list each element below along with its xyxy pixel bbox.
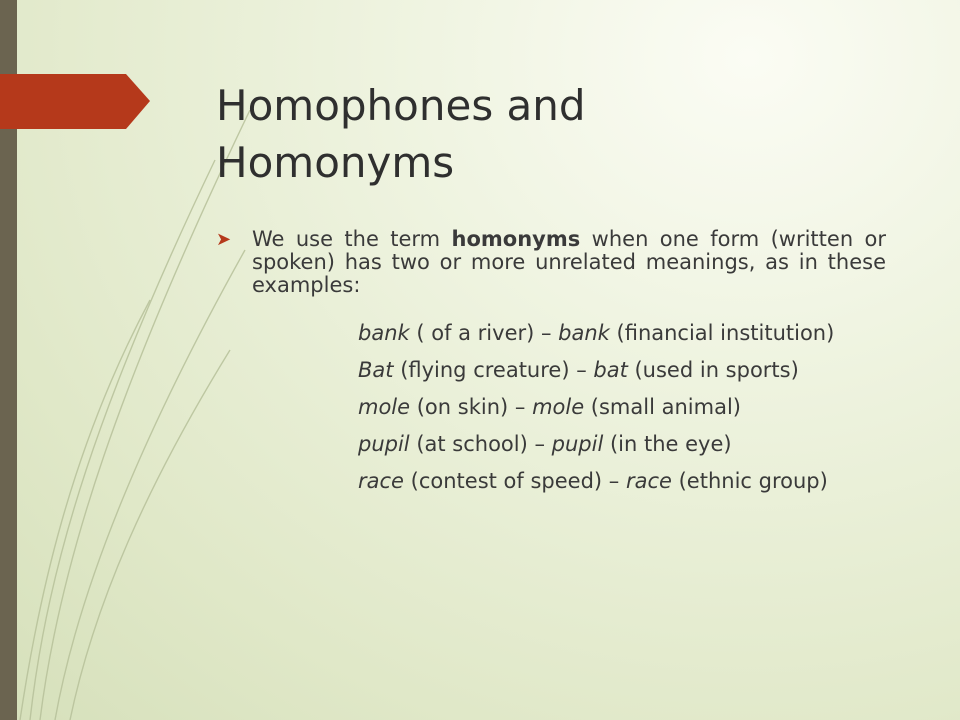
example-meaning: (ethnic group) [671,469,828,493]
bullet-item [216,228,886,297]
example-meaning: (financial institution) [609,321,835,345]
example-item [358,321,886,346]
example-word: pupil [551,432,604,456]
examples-list [358,321,886,494]
example-meaning: (on skin) – [410,395,533,419]
example-meaning: (flying creature) – [393,358,594,382]
bullet-text [252,228,886,297]
example-word: bat [593,358,628,382]
example-meaning: (in the eye) [603,432,732,456]
example-meaning: (contest of speed) – [403,469,626,493]
bullet-text-after: when one form (written or spoken) has two or more unrelated meanings, as in these examples: [252,227,886,297]
example-word: mole [532,395,585,419]
example-item [358,432,886,457]
example-meaning: (small animal) [584,395,741,419]
right-pointing-triangle-icon: ➤ [216,229,232,250]
bullet-text-before: We use the term [252,227,452,251]
example-item [358,395,886,420]
example-meaning: ( of a river) – [409,321,559,345]
example-meaning: (at school) – [409,432,552,456]
bullet-term: homonyms [451,227,581,251]
example-word: race [358,469,404,493]
example-word: bank [358,321,410,345]
slide-title: Homophones and Homonyms [216,81,586,187]
example-word: Bat [358,358,394,382]
example-meaning: (used in sports) [627,358,799,382]
title-accent-arrow [0,74,150,129]
example-word: mole [358,395,411,419]
slide-content [216,228,886,506]
example-word: bank [558,321,610,345]
example-word: pupil [358,432,410,456]
example-item [358,358,886,383]
example-item [358,469,886,494]
example-word: race [625,469,672,493]
